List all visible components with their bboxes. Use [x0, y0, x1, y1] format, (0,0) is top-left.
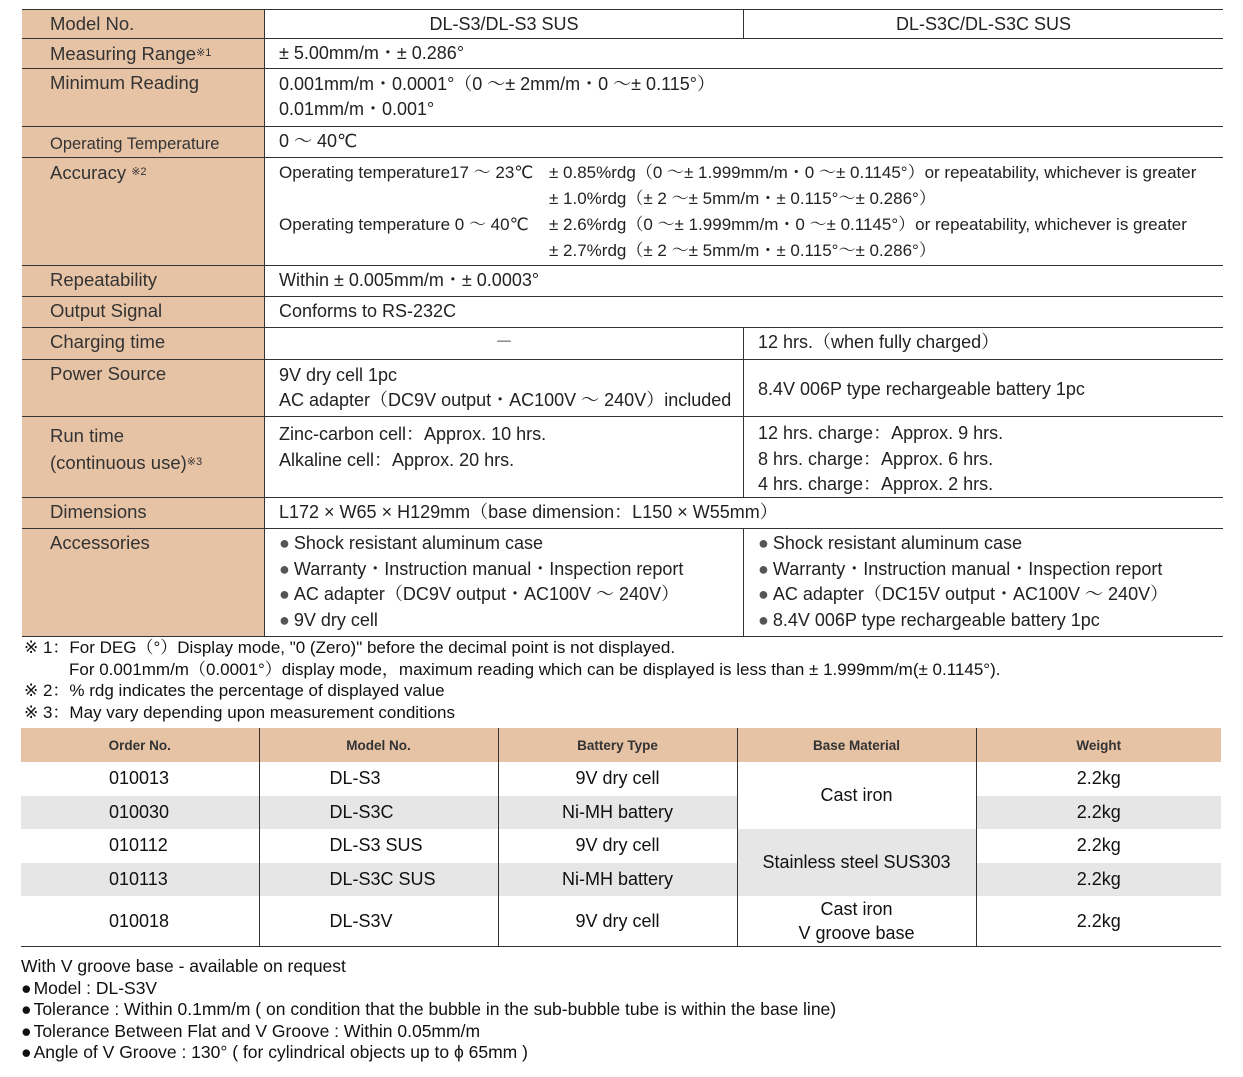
cell-battery: Ni-MH battery	[498, 863, 737, 897]
spec-header-col1: DL-S3/DL-S3 SUS	[265, 10, 744, 38]
cell-battery: 9V dry cell	[498, 762, 737, 796]
spec-header-row	[22, 9, 1223, 39]
footnote-2: ※ 2：% rdg indicates the percentage of displayed value	[24, 681, 445, 700]
cell-model: DL-S3C	[259, 796, 498, 830]
accessory-item: ● AC adapter（DC15V output・AC100V ～ 240V）	[758, 582, 1223, 608]
v-groove-title: With V groove base - available on request	[21, 956, 346, 976]
spec-label: Output Signal	[22, 297, 265, 327]
spec-value-line: 0.01mm/m・0.001°	[279, 99, 435, 119]
cell-weight: 2.2kg	[976, 863, 1221, 897]
material-line: Cast iron	[820, 899, 893, 919]
spec-value-line: AC adapter（DC9V output・AC100V ～ 240V）included	[279, 390, 732, 410]
spec-value-line: 9V dry cell 1pc	[279, 365, 398, 385]
table-row	[21, 896, 1221, 947]
label-text: Accuracy	[50, 162, 127, 183]
v-groove-item: ● Angle of V Groove : 130° ( for cylindrical objects up to ϕ 65mm )	[21, 1042, 836, 1064]
spec-label	[22, 39, 265, 68]
cell-weight: 2.2kg	[976, 796, 1221, 830]
spec-label: Charging time	[22, 328, 265, 359]
accessory-item: ● 9V dry cell	[279, 608, 743, 634]
cell-model: DL-S3	[259, 762, 498, 796]
spec-value: Conforms to RS-232C	[279, 301, 457, 321]
accuracy-value: ± 0.85%rdg（0 ～± 1.999mm/m・0 ～± 0.1145°）or repeatability, whichever is greater	[549, 163, 1197, 182]
spec-table	[22, 9, 1223, 637]
cell-model: DL-S3 SUS	[259, 829, 498, 863]
cell-weight: 2.2kg	[976, 762, 1221, 796]
col-header-order: Order No.	[21, 728, 259, 762]
col-header-material: Base Material	[737, 728, 976, 762]
cell-material	[737, 896, 976, 947]
spec-label: Minimum Reading	[22, 69, 265, 126]
accessory-item: ● Warranty・Instruction manual・Inspection report	[758, 557, 1223, 583]
spec-value-col2: 12 hrs.（when fully charged）	[758, 332, 1000, 352]
cell-order: 010030	[21, 796, 259, 830]
spec-value: ± 5.00mm/m・± 0.286°	[279, 43, 465, 63]
spec-row-run-time	[22, 417, 1223, 498]
table-row	[21, 762, 1221, 796]
cell-order: 010113	[21, 863, 259, 897]
spec-row-repeatability	[22, 266, 1223, 297]
spec-label	[22, 417, 265, 497]
cell-order: 010018	[21, 896, 259, 947]
spec-row-accuracy	[22, 158, 1223, 266]
cell-battery: 9V dry cell	[498, 829, 737, 863]
cell-weight: 2.2kg	[976, 896, 1221, 947]
cell-model: DL-S3V	[259, 896, 498, 947]
spec-label: Power Source	[22, 360, 265, 416]
spec-header-col2: DL-S3C/DL-S3C SUS	[895, 14, 1072, 34]
cell-battery: 9V dry cell	[498, 896, 737, 947]
spec-value-line: Alkaline cell：Approx. 20 hrs.	[279, 450, 515, 470]
table-row	[21, 863, 1221, 897]
col-header-weight: Weight	[976, 728, 1221, 762]
spec-label: Repeatability	[22, 266, 265, 296]
cell-battery: Ni-MH battery	[498, 796, 737, 830]
spec-row-minimum-reading	[22, 69, 1223, 127]
spec-value: L172 × W65 × H129mm（base dimension：L150 × W55mm）	[279, 502, 778, 522]
spec-row-operating-temperature	[22, 127, 1223, 158]
spec-row-accessories	[22, 529, 1223, 637]
accessory-item: ● Warranty・Instruction manual・Inspection report	[279, 557, 743, 583]
footnotes	[24, 637, 1000, 723]
accessory-item: ● Shock resistant aluminum case	[758, 531, 1223, 557]
col-header-model: Model No.	[259, 728, 498, 762]
spec-label: Accessories	[22, 529, 265, 636]
spec-row-charging-time	[22, 328, 1223, 360]
note-marker: ※2	[131, 166, 147, 178]
cell-weight: 2.2kg	[976, 829, 1221, 863]
spec-label: Dimensions	[22, 498, 265, 528]
table-row	[21, 796, 1221, 830]
order-table	[21, 728, 1221, 947]
v-groove-item: ● Model : DL-S3V	[21, 978, 836, 1000]
spec-value-col1: －	[265, 328, 744, 359]
label-text: Run time	[50, 425, 125, 446]
order-header-row	[21, 728, 1221, 762]
accuracy-value: ± 2.6%rdg（0 ～± 1.999mm/m・0 ～± 0.1145°）or repeatability, whichever is greater	[549, 215, 1187, 234]
col-header-battery: Battery Type	[498, 728, 737, 762]
spec-label: Operating Temperature	[22, 127, 265, 157]
footnote-3: ※ 3：May vary depending upon measurement conditions	[24, 702, 455, 722]
table-row	[21, 829, 1221, 863]
accessory-item: ● Shock resistant aluminum case	[279, 531, 743, 557]
cell-material: Stainless steel SUS303	[737, 829, 976, 896]
spec-value-line: 0.001mm/m・0.0001°（0 ～± 2mm/m・0 ～± 0.115°）	[279, 74, 715, 94]
accuracy-condition: Operating temperature17 ～ 23℃	[279, 163, 534, 182]
spec-row-measuring-range	[22, 39, 1223, 69]
accuracy-value: ± 1.0%rdg（± 2 ～± 5mm/m・± 0.115°～± 0.286°）	[549, 189, 936, 208]
v-groove-item: ● Tolerance : Within 0.1mm/m ( on condition that the bubble in the sub-bubble tube is within the base line)	[21, 999, 836, 1021]
spec-row-dimensions	[22, 498, 1223, 529]
accessory-item: ● AC adapter（DC9V output・AC100V ～ 240V）	[279, 582, 743, 608]
cell-material: Cast iron	[737, 762, 976, 829]
spec-value: Within ± 0.005mm/m・± 0.0003°	[279, 270, 540, 290]
label-text: Measuring Range	[50, 43, 197, 64]
note-marker: ※1	[196, 47, 212, 59]
spec-label	[22, 158, 265, 265]
spec-value: 0 ～ 40℃	[279, 131, 358, 151]
v-groove-notes	[21, 956, 836, 1064]
cell-order: 010013	[109, 768, 170, 789]
spec-value-line: 4 hrs. charge：Approx. 2 hrs.	[758, 474, 994, 494]
accuracy-value: ± 2.7%rdg（± 2 ～± 5mm/m・± 0.115°～± 0.286°）	[549, 241, 936, 260]
material-line: V groove base	[798, 923, 915, 943]
spec-row-power-source	[22, 360, 1223, 417]
spec-value-col2: 8.4V 006P type rechargeable battery 1pc	[758, 378, 1085, 399]
accessory-item: ● 8.4V 006P type rechargeable battery 1pc	[758, 608, 1223, 634]
spec-value-line: 12 hrs. charge：Approx. 9 hrs.	[758, 423, 1004, 443]
spec-value-line: Zinc-carbon cell：Approx. 10 hrs.	[279, 424, 547, 444]
spec-label-model: Model No.	[22, 10, 265, 38]
spec-row-output-signal	[22, 297, 1223, 328]
cell-model: DL-S3C SUS	[259, 863, 498, 897]
footnote-1: ※ 1：For DEG（°）Display mode, "0 (Zero)" before the decimal point is not displayed.	[24, 638, 676, 657]
v-groove-item: ● Tolerance Between Flat and V Groove : Within 0.05mm/m	[21, 1021, 836, 1043]
spec-value-line: 8 hrs. charge：Approx. 6 hrs.	[758, 448, 994, 469]
label-text: (continuous use)	[50, 452, 187, 473]
cell-order: 010112	[109, 835, 168, 856]
footnote-1-continued: For 0.001mm/m（0.0001°）display mode，maximum reading which can be displayed is less than ± 1.999mm/m(± 0.1145°).	[69, 659, 1001, 679]
note-marker: ※3	[186, 456, 203, 468]
accuracy-condition: Operating temperature 0 ～ 40℃	[279, 215, 529, 234]
